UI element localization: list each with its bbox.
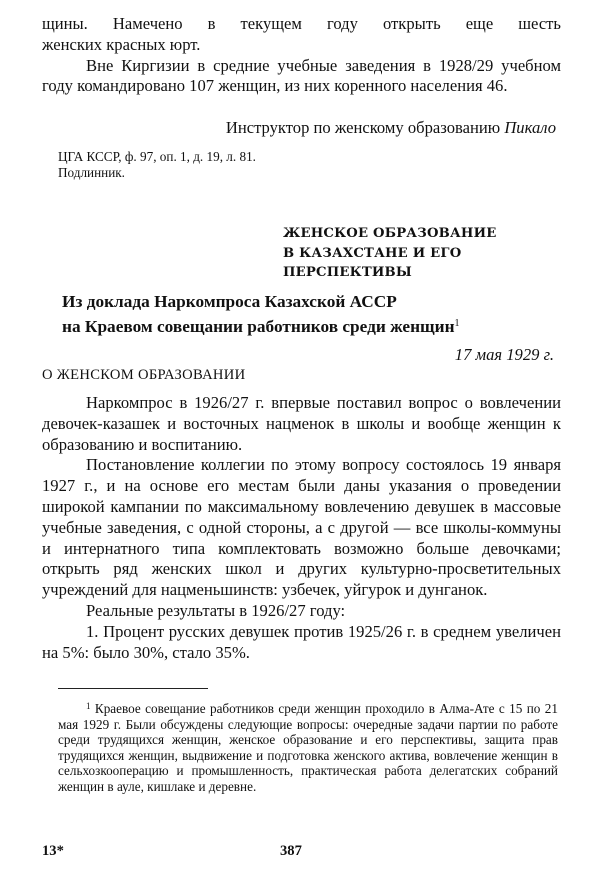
document-title-footnote-mark: 1 xyxy=(454,317,460,329)
section-title-line-3: ПЕРСПЕКТИВЫ xyxy=(283,265,412,280)
body-paragraph-2: Постановление коллегии по этому вопросу состоялось 19 января 1927 г., и на основе его местам были даны указания о проведении широкой кампании по максимальному вовлечению девушек в массовые учебные заведения, с одной стороны, а с другой — все школы-коммуны и интернатного типа комплектовать возможно больше девочками; открыть ряд женских школ и других культурно-просветительных учреждений для нацменьшинств: узбечек, уйгурок и дунганок. xyxy=(42,455,561,600)
document-title-line-2-text: на Краевом совещании работников среди женщин xyxy=(62,316,455,336)
subheading: О ЖЕНСКОМ ОБРАЗОВАНИИ xyxy=(42,367,246,383)
continuation-line-2: женских красных юрт. xyxy=(42,34,201,54)
footnote-divider xyxy=(58,688,208,689)
document-title-line-2 xyxy=(62,313,562,338)
signature-role: Инструктор по женскому образованию xyxy=(225,118,501,137)
printer-signature-mark: 13* xyxy=(42,843,64,859)
document-date: 17 мая 1929 г. xyxy=(454,345,554,364)
paragraph-kirgizia: Вне Киргизии в средние учебные заведения в 1928/29 учебном году командировано 107 женщин, из них коренного населения 46. xyxy=(42,55,561,96)
continuation-text xyxy=(42,14,561,97)
document-title-line-1: Из доклада Наркомпроса Казахской АССР xyxy=(62,292,397,311)
section-title xyxy=(283,224,563,283)
footnote-mark: 1 xyxy=(86,701,91,711)
body-paragraph-3: Реальные результаты в 1926/27 году: xyxy=(86,600,346,620)
signature-line xyxy=(42,117,556,138)
section-title-line-1: ЖЕНСКОЕ ОБРАЗОВАНИЕ xyxy=(283,226,497,241)
continuation-line-1: щины. Намечено в текущем году открыть еще шесть xyxy=(42,14,561,33)
body-paragraph-4: 1. Процент русских девушек против 1925/26 г. в среднем увеличен на 5%: было 30%, стало 35%. xyxy=(42,621,561,662)
page-number: 387 xyxy=(280,843,302,859)
signature-name: Пикало xyxy=(504,118,556,137)
archive-reference-line-2: Подлинник. xyxy=(58,165,125,180)
archive-reference-line-1: ЦГА КССР, ф. 97, оп. 1, д. 19, л. 81. xyxy=(58,149,256,164)
document-title xyxy=(62,291,562,337)
section-title-line-2: В КАЗАХСТАНЕ И ЕГО xyxy=(283,245,462,261)
body-text xyxy=(42,393,561,663)
footnote xyxy=(58,699,558,795)
footnote-text: Краевое совещание работников среди женщин проходило в Алма-Ате с 15 по 21 мая 1929 г. Были обсуждены следующие вопросы: очередные задачи партии по работе среди трудящихся женщин, женское образование и его перспективы, защита прав трудящихся женщин, выдвижение и подготовка женского актива, вовлечение женщин в сельхозкооперацию и промышленность, практическая работа делегатских собраний женщин в ауле, кишлаке и деревне. xyxy=(58,701,558,794)
archive-reference xyxy=(58,149,256,181)
body-paragraph-1: Наркомпрос в 1926/27 г. впервые поставил вопрос о вовлечении девочек-казашек и восточных нацменок в школы и вообще женщин к образованию и воспитанию. xyxy=(42,393,561,454)
